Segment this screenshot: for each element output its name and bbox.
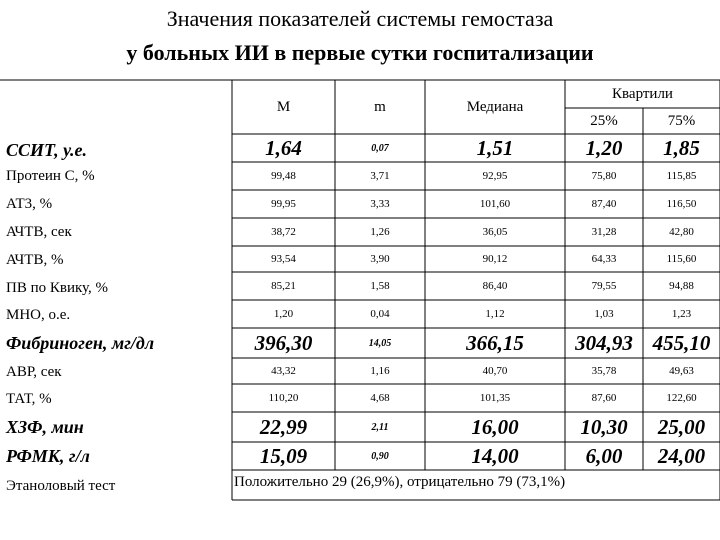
cell-q25: 87,60 bbox=[591, 392, 617, 404]
cell-m: 3,71 bbox=[370, 170, 390, 182]
cell-m: 85,21 bbox=[271, 280, 296, 292]
cell-median: 101,60 bbox=[479, 198, 511, 210]
cell-m: 0,90 bbox=[371, 450, 389, 462]
row-label: РФМК, г/л bbox=[6, 446, 90, 466]
cell-q25: 10,30 bbox=[580, 414, 628, 439]
cell-m: 3,33 bbox=[370, 198, 390, 210]
cell-median: 101,35 bbox=[479, 392, 511, 404]
cell-m: 3,90 bbox=[370, 253, 390, 265]
cell-m: 93,54 bbox=[271, 253, 296, 265]
cell-q75: 455,10 bbox=[652, 330, 711, 355]
cell-q25: 64,33 bbox=[591, 253, 617, 265]
cell-m: 1,58 bbox=[370, 280, 390, 292]
header-m-lower: m bbox=[374, 98, 386, 115]
cell-q25: 35,78 bbox=[591, 365, 617, 377]
title-line-2: у больных ИИ в первые сутки госпитализации bbox=[126, 40, 594, 65]
cell-q75: 116,50 bbox=[666, 198, 697, 210]
cell-m: 38,72 bbox=[271, 226, 296, 238]
row-label: Протеин С, % bbox=[6, 168, 95, 184]
cell-median: 86,40 bbox=[482, 280, 508, 292]
row-label: АТ3, % bbox=[6, 196, 53, 212]
cell-m: 99,48 bbox=[271, 170, 296, 182]
cell-m: 396,30 bbox=[254, 330, 313, 355]
cell-q75: 94,88 bbox=[669, 280, 694, 292]
cell-m: 22,99 bbox=[259, 414, 308, 439]
row-label: МНО, о.е. bbox=[6, 307, 71, 323]
cell-m: 43,32 bbox=[271, 365, 296, 377]
cell-m: 2,11 bbox=[371, 421, 389, 433]
cell-median: 14,00 bbox=[471, 443, 519, 468]
cell-q25: 79,55 bbox=[591, 280, 617, 292]
cell-q75: 115,60 bbox=[666, 253, 697, 265]
row-label: Фибриноген, мг/дл bbox=[6, 333, 155, 353]
cell-q75: 115,85 bbox=[666, 170, 697, 182]
row-label: ТАТ, % bbox=[6, 391, 52, 407]
cell-q75: 42,80 bbox=[669, 226, 694, 238]
cell-m: 110,20 bbox=[268, 392, 299, 404]
header-median: Медиана bbox=[466, 98, 524, 115]
row-label-ethanol-test: Этаноловый тест bbox=[6, 478, 116, 494]
header-m-upper: M bbox=[276, 98, 291, 115]
title-line-1: Значения показателей системы гемостаза bbox=[166, 6, 554, 31]
cell-median: 1,12 bbox=[485, 308, 505, 320]
row-label: АЧТВ, сек bbox=[6, 224, 72, 240]
cell-q75: 24,00 bbox=[657, 443, 706, 468]
cell-q75: 1,23 bbox=[671, 308, 692, 320]
cell-q75: 122,60 bbox=[666, 392, 697, 404]
cell-q75: 25,00 bbox=[657, 414, 706, 439]
ethanol-test-result: Положительно 29 (26,9%), отрицательно 79 (73,1%) bbox=[234, 474, 566, 490]
row-label: АВР, сек bbox=[6, 364, 62, 380]
cell-q25: 31,28 bbox=[591, 226, 617, 238]
cell-m: 99,95 bbox=[271, 198, 296, 210]
cell-median: 1,51 bbox=[476, 135, 514, 160]
cell-m: 15,09 bbox=[259, 443, 308, 468]
cell-m: 1,16 bbox=[370, 365, 390, 377]
header-quartiles: Квартили bbox=[612, 85, 673, 102]
cell-median: 366,15 bbox=[466, 330, 524, 355]
cell-m: 1,26 bbox=[370, 226, 390, 238]
cell-q25: 304,93 bbox=[575, 330, 633, 355]
cell-median: 36,05 bbox=[482, 226, 508, 238]
row-label: ХЗФ, мин bbox=[6, 417, 84, 437]
cell-q25: 87,40 bbox=[591, 198, 617, 210]
cell-m: 1,20 bbox=[273, 308, 294, 320]
header-q25: 25% bbox=[590, 112, 618, 129]
cell-q75: 49,63 bbox=[669, 365, 694, 377]
cell-q25: 6,00 bbox=[585, 443, 623, 468]
cell-m: 4,68 bbox=[370, 392, 390, 404]
row-label: АЧТВ, % bbox=[6, 252, 64, 268]
row-label: ССИТ, у.е. bbox=[6, 140, 87, 160]
cell-m: 1,64 bbox=[265, 135, 302, 160]
cell-q25: 75,80 bbox=[591, 170, 617, 182]
cell-q25: 1,03 bbox=[594, 308, 614, 320]
cell-m: 0,07 bbox=[371, 142, 389, 154]
cell-median: 16,00 bbox=[471, 414, 519, 439]
cell-m: 14,05 bbox=[368, 337, 392, 349]
cell-q75: 1,85 bbox=[663, 135, 700, 160]
cell-median: 90,12 bbox=[482, 253, 508, 265]
cell-m: 0,04 bbox=[370, 308, 390, 320]
header-q75: 75% bbox=[667, 112, 696, 129]
cell-q25: 1,20 bbox=[585, 135, 623, 160]
row-label: ПВ по Квику, % bbox=[6, 280, 109, 296]
cell-median: 40,70 bbox=[482, 365, 508, 377]
cell-median: 92,95 bbox=[482, 170, 508, 182]
